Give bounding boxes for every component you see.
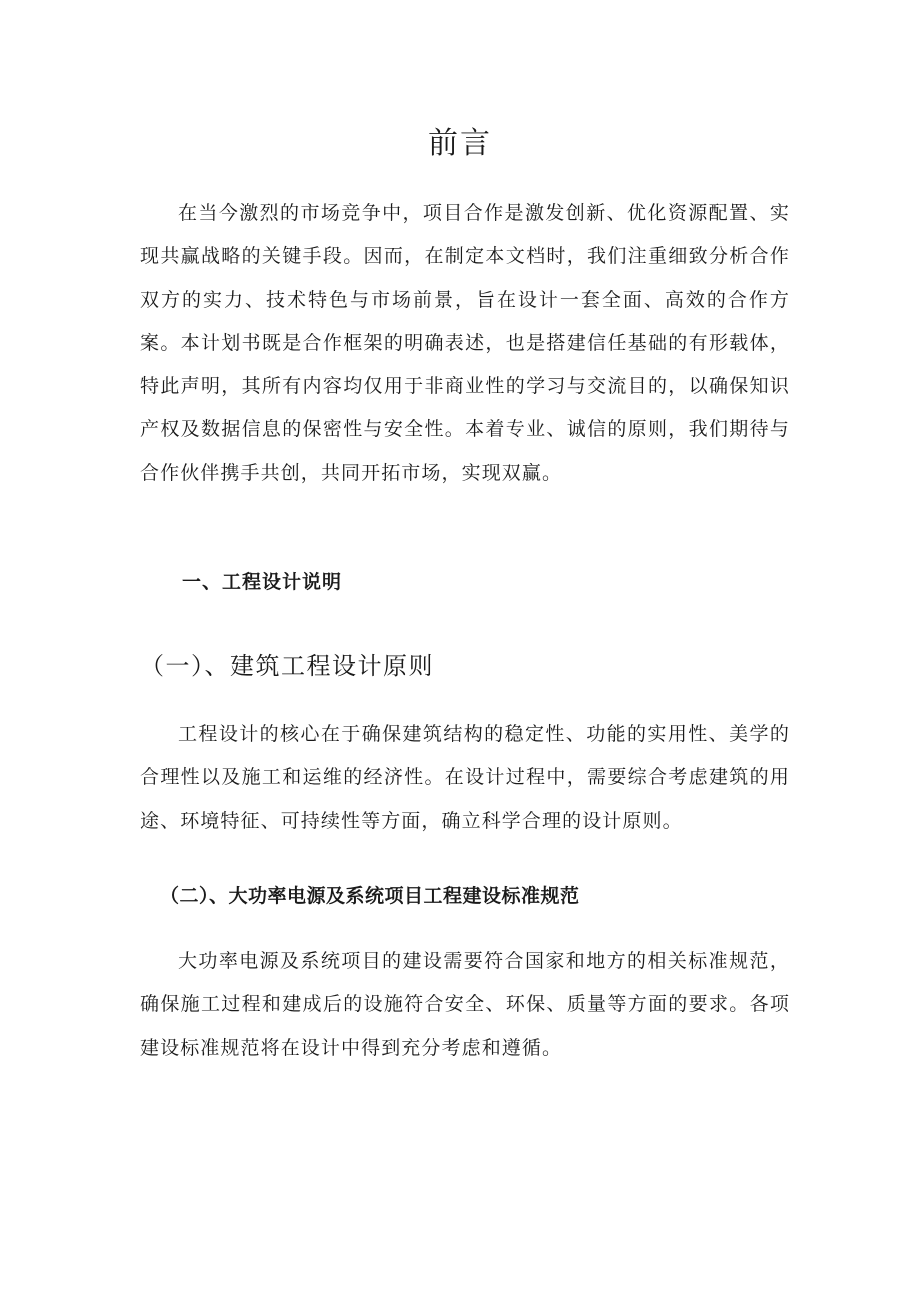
page-title: 前言 [428,126,492,161]
subsection-heading-design-principles: （一）、建筑工程设计原则 [140,652,434,680]
subsection-heading-construction-standards: （二）、大功率电源及系统项目工程建设标准规范 [160,885,580,907]
preface-paragraph: 在当今激烈的市场竞争中，项目合作是激发创新、优化资源配置、实现共赢战略的关键手段。因而，在制定本文档时，我们注重细致分析合作双方的实力、技术特色与市场前景，旨在设计一套全面、高效的合作方案。本计划书既是合作框架的明确表述，也是搭建信任基础的有形载体，特此声明，其所有内容均仅用于非商业性的学习与交流目的，以确保知识产权及数据信息的保密性与安全性。本着专业、诚信的原则，我们期待与合作伙伴携手共创，共同开拓市场，实现双赢。 [140,202,790,484]
section-heading-engineering-design: 一、工程设计说明 [182,571,343,593]
design-principles-paragraph: 工程设计的核心在于确保建筑结构的稳定性、功能的实用性、美学的合理性以及施工和运维的经济性。在设计过程中，需要综合考虑建筑的用途、环境特征、可持续性等方面，确立科学合理的设计原则。 [140,723,790,832]
construction-standards-paragraph: 大功率电源及系统项目的建设需要符合国家和地方的相关标准规范，确保施工过程和建成后的设施符合安全、环保、质量等方面的要求。各项建设标准规范将在设计中得到充分考虑和遵循。 [140,950,790,1059]
